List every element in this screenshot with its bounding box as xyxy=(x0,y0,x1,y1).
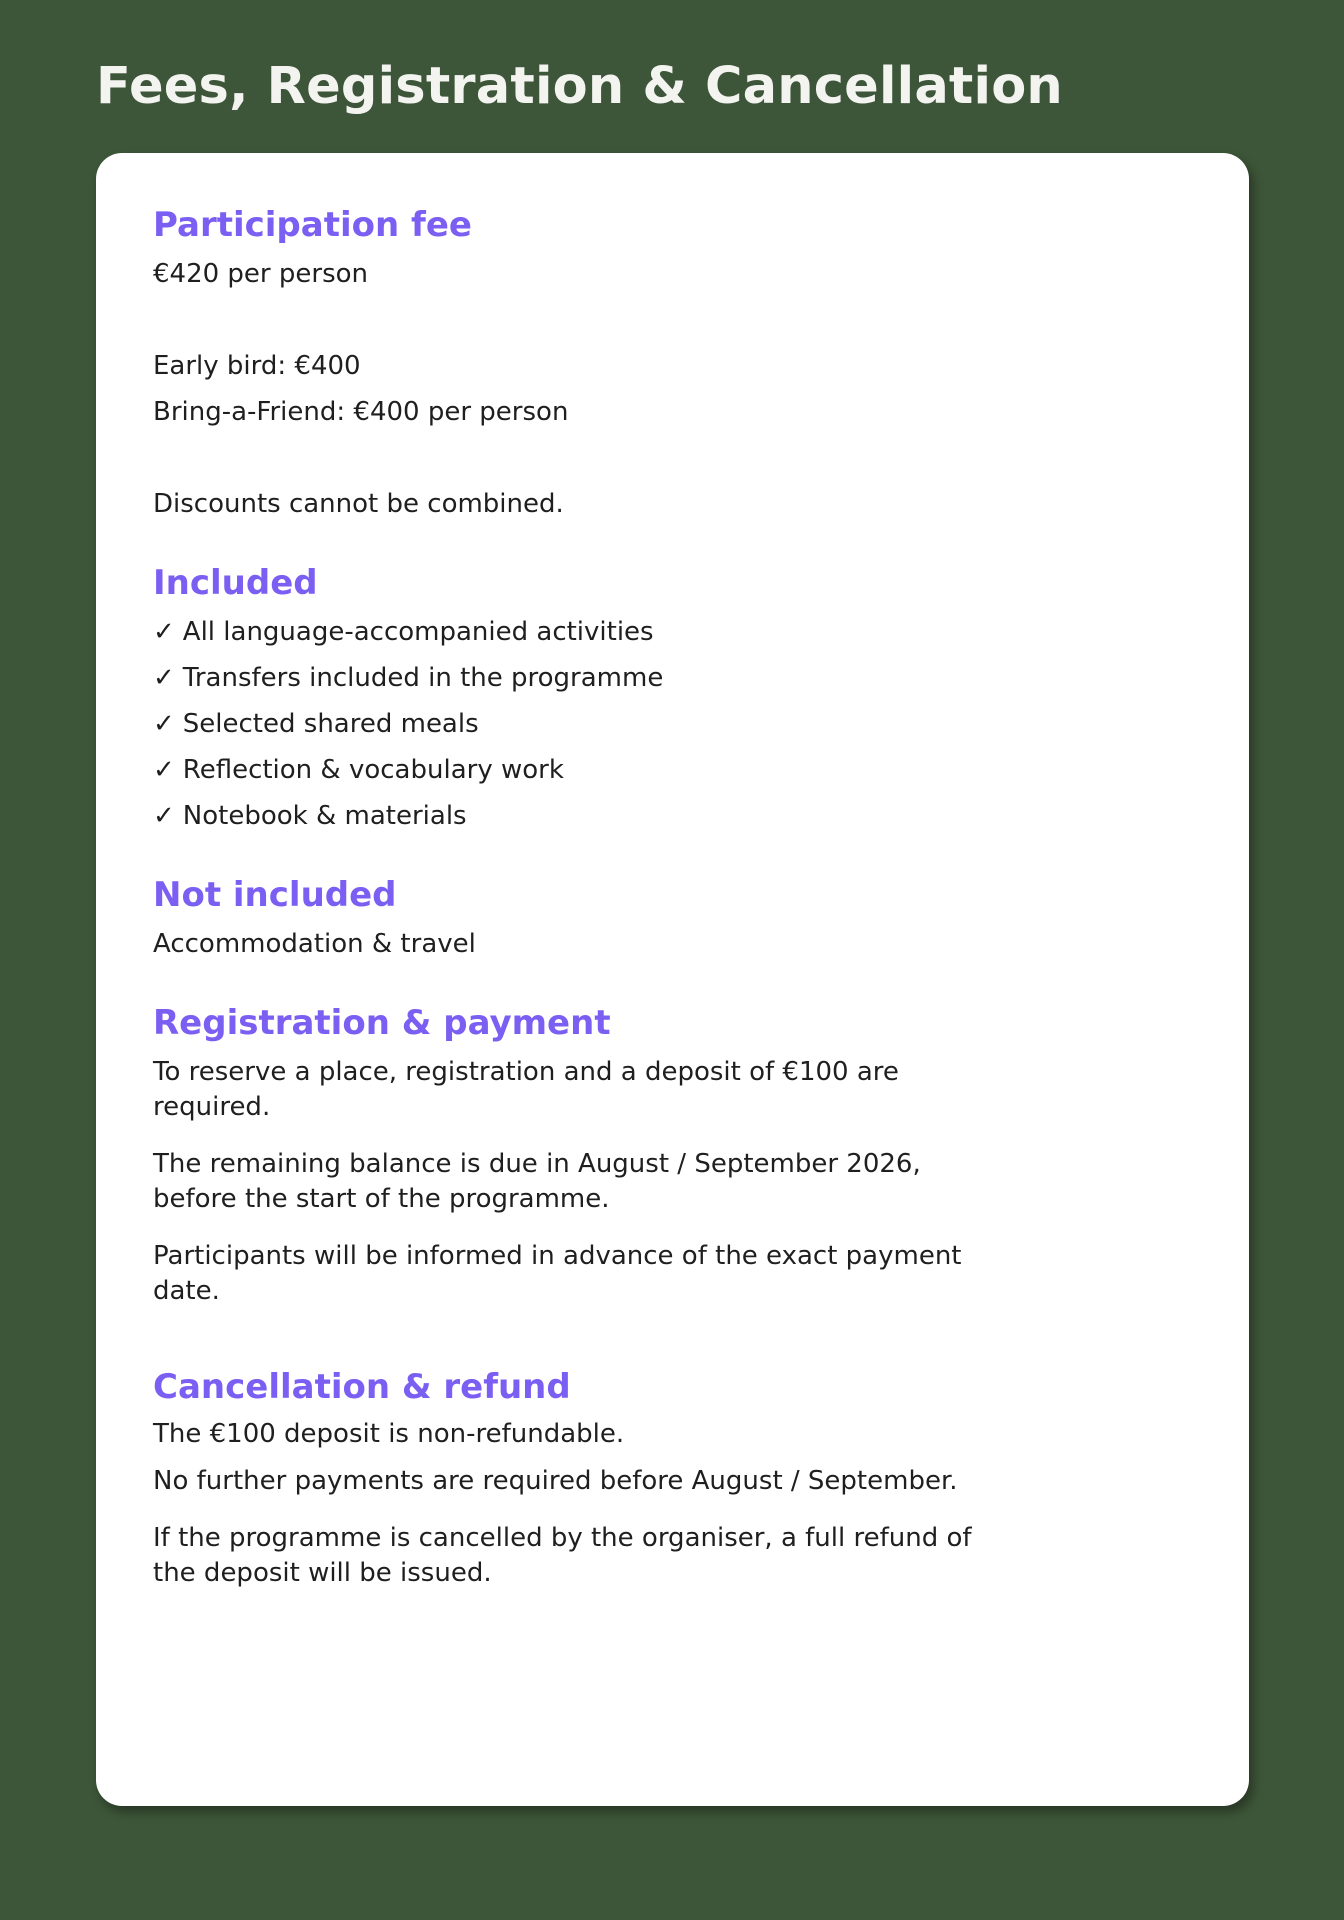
included-item-label: Selected shared meals xyxy=(182,709,479,739)
list-item xyxy=(153,747,1192,793)
early-bird-price: Early bird: €400 xyxy=(153,351,361,381)
participation-fee-heading: Participation fee xyxy=(153,205,472,245)
registration-paragraph: The remaining balance is due in August / September 2026, before the start of the programme. xyxy=(153,1149,921,1214)
registration-heading: Registration & payment xyxy=(153,1003,611,1043)
list-item xyxy=(153,793,1192,839)
list-item xyxy=(153,701,1192,747)
cancellation-heading: Cancellation & refund xyxy=(153,1367,571,1407)
checkmark-icon: ✓ xyxy=(153,663,175,693)
checkmark-icon: ✓ xyxy=(153,755,175,785)
list-item xyxy=(153,655,1192,701)
included-item-label: Transfers included in the programme xyxy=(182,663,664,693)
discount-note: Discounts cannot be combined. xyxy=(153,489,564,519)
registration-paragraph: Participants will be informed in advance of the exact payment date. xyxy=(153,1241,962,1306)
checkmark-icon: ✓ xyxy=(153,801,175,831)
included-item-label: Reflection & vocabulary work xyxy=(182,755,564,785)
registration-paragraph: To reserve a place, registration and a deposit of €100 are required. xyxy=(153,1057,899,1122)
cancellation-paragraph: The €100 deposit is non-refundable. xyxy=(153,1419,625,1449)
included-section xyxy=(153,557,1192,839)
not-included-heading: Not included xyxy=(153,875,397,915)
cancellation-section xyxy=(153,1361,1192,1591)
fee-price: €420 per person xyxy=(153,259,369,289)
registration-section xyxy=(153,997,1192,1309)
list-item xyxy=(153,609,1192,655)
page-title: Fees, Registration & Cancellation xyxy=(96,57,1063,116)
not-included-section xyxy=(153,869,1192,967)
checkmark-icon: ✓ xyxy=(153,709,175,739)
info-card xyxy=(96,153,1249,1806)
included-item-label: Notebook & materials xyxy=(182,801,467,831)
cancellation-paragraph: If the programme is cancelled by the organiser, a full refund of the deposit will be issued. xyxy=(153,1523,972,1588)
bring-a-friend-price: Bring-a-Friend: €400 per person xyxy=(153,397,569,427)
included-list xyxy=(153,609,1192,839)
participation-fee-section xyxy=(153,199,1192,527)
cancellation-paragraph: No further payments are required before August / September. xyxy=(153,1466,958,1496)
checkmark-icon: ✓ xyxy=(153,617,175,647)
not-included-text: Accommodation & travel xyxy=(153,929,476,959)
included-heading: Included xyxy=(153,563,318,603)
included-item-label: All language-accompanied activities xyxy=(182,617,654,647)
